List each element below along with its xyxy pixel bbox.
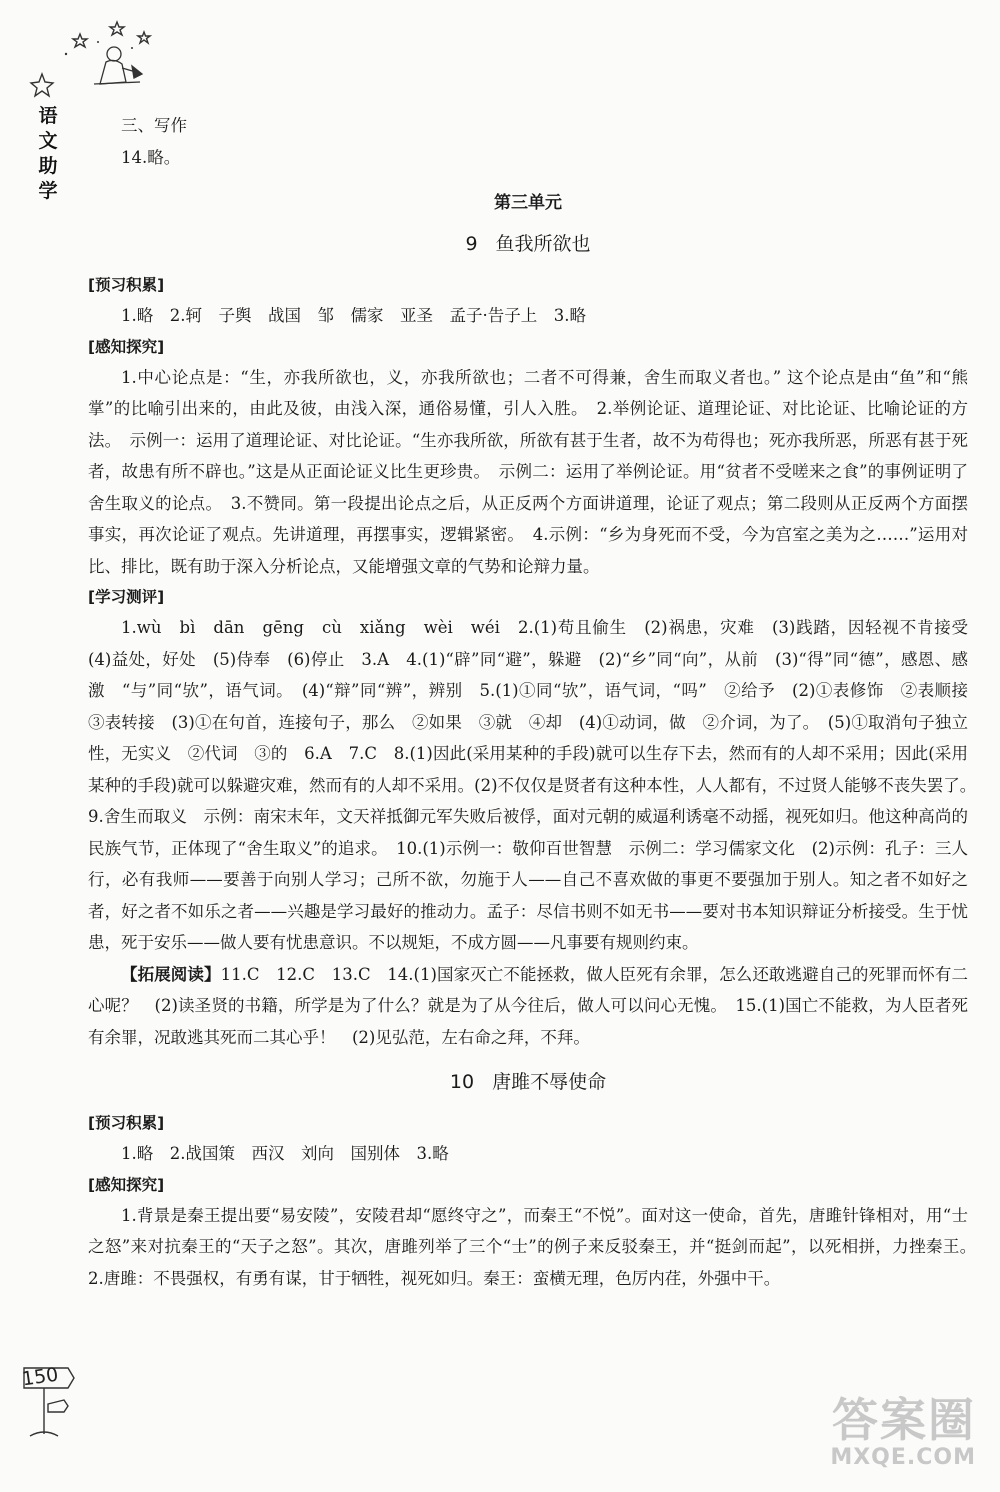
stars-and-reader-illustration <box>22 12 172 102</box>
page-number: 150 <box>20 1363 60 1391</box>
watermark <box>830 1395 976 1470</box>
section-label-test: [学习测评] <box>88 588 165 606</box>
unit-title: 第三单元 <box>494 193 562 213</box>
lesson-9-title <box>88 229 968 256</box>
test-answers: 1.wù bì dān gēng cù xiǎng wèi wéi 2.(1)苟且偷生 (2)祸患，灾难 (3)践踏，因轻视不肯接受 (4)益处，好处 (5)侍奉 (6)停止 3.A 4.(1)“辟”同“避”，躲避 (2)“乡”同“向”，从前 (3)“得”同“德”，感恩、感激 “与”同“欤”，语气词。 (4)“辩”同“辨”，辨别 5.(1)①同“欤”，语气词，“吗” ②给予 (2)①表修饰 ②表顺接 ③表转接 (3)①在句首，连接句子，那么 ②如果 ③就 ④却 (4)①动词，做 ②介词，为了。 (5)①取消句子独立性，无实义 ②代词 ③的 6.A 7.C 8.(1)因此(采用某种的手段)就可以生存下去，然而有的人却不采用；因此(采用某种的手段)就可以躲避灾难，然而有的人却不采用。(2)不仅仅是贤者有这种本性，人人都有，不过贤人能够不丧失罢了。 9.舍生而取义 示例：南宋末年，文天祥抵御元军失败后被俘，面对元朝的威逼利诱毫不动摇，视死如归。他这种高尚的民族气节，正体现了“舍生取义”的追求。 10.(1)示例一：敬仰百世智慧 示例二：学习儒家文化 (2)示例：孔子：三人行，必有我师——要善于向别人学习；己所不欲，勿施于人——自己不喜欢做的事更不要强加于别人。知之者不如好之者，好之者不如乐之者——兴趣是学习最好的推动力。孟子：尽信书则不如无书——要对书本知识辩证分析接受。生于忧患，死于安乐——做人要有忧患意识。不以规矩，不成方圆——凡事要有规则约束。 <box>88 618 985 952</box>
lesson-number: 9 <box>465 233 478 255</box>
section-label-explore: [感知探究] <box>88 1175 165 1194</box>
preview-answers: 1.略 2.战国策 西汉 刘向 国别体 3.略 <box>121 1144 449 1163</box>
section-label-preview: [预习积累] <box>88 1114 165 1132</box>
extended-reading-answers <box>88 959 968 1054</box>
explore-answers: 1.背景是秦王提出要“易安陵”，安陵君却“愿终守之”，而秦王“不悦”。面对这一使命，首先，唐雎针锋相对，用“士之怒”来对抗秦王的“天子之怒”。其次，唐雎列举了三个“士”的例子来反驳秦王，并“挺剑而起”，以死相拼，力挫秦王。 2.唐雎：不畏强权，有勇有谋，甘于牺牲，视死如归。秦王：蛮横无理，色厉内荏，外强中干。 <box>88 1205 985 1288</box>
lesson-10-title <box>88 1067 968 1094</box>
subject-char: 助 <box>38 155 58 177</box>
preview-answers: 1.略 2.轲 子舆 战国 邹 儒家 亚圣 孟子·告子上 3.略 <box>121 306 586 325</box>
page-content <box>88 110 985 1294</box>
watermark-logo: 答案圈 <box>832 1393 976 1447</box>
subject-char: 语 <box>38 105 58 127</box>
extend-text: 11.C 12.C 13.C 14.(1)国家灭亡不能拯救，做人臣死有余罪，怎么还敢逃避自己的死罪而怀有二心呢？ (2)读圣贤的书籍，所学是为了什么？就是为了从今往后，做人可以问心无愧。 15.(1)国亡不能救，为人臣者死有余罪，况敢逃其死而二其心乎！ (2)见弘范，左右命之拜，不拜。 <box>88 964 968 1047</box>
section-label-extend: 【拓展阅读】 <box>121 964 221 984</box>
section-label-preview: [预习积累] <box>88 276 165 294</box>
lesson-name: 鱼我所欲也 <box>495 233 591 255</box>
writing-section-heading: 三、写作 <box>121 116 187 135</box>
lesson-number: 10 <box>449 1071 475 1093</box>
watermark-url: MXQE.COM <box>830 1445 976 1470</box>
subject-vertical-title <box>36 104 60 204</box>
subject-char: 学 <box>38 180 58 202</box>
writing-section-item: 14.略。 <box>121 147 181 167</box>
subject-char: 文 <box>38 130 58 152</box>
section-label-explore: [感知探究] <box>88 337 165 356</box>
explore-answers: 1.中心论点是：“生，亦我所欲也，义，亦我所欲也；二者不可得兼，舍生而取义者也。” 这个论点是由“鱼”和“熊掌”的比喻引出来的，由此及彼，由浅入深，通俗易懂，引人入胜。 2.举例论证、道理论证、对比论证、比喻论证的方法。 示例一：运用了道理论证、对比论证。“生亦我所欲，所欲有甚于生者，故不为苟得也；死亦我所恶，所恶有甚于死者，故患有所不辟也。”这是从正面论证义比生更珍贵。 示例二：运用了举例论证。用“贫者不受嗟来之食”的事例证明了舍生取义的论点。 3.不赞同。第一段提出论点之后，从正反两个方面讲道理，论证了观点；第二段则从正反两个方面摆事实，再次论证了观点。先讲道理，再摆事实，逻辑紧密。 4.示例：“乡为身死而不受，今为宫室之美为之……”运用对比、排比，既有助于深入分析论点，又能增强文章的气势和论辩力量。 <box>88 367 968 576</box>
lesson-name: 唐雎不辱使命 <box>492 1071 607 1093</box>
